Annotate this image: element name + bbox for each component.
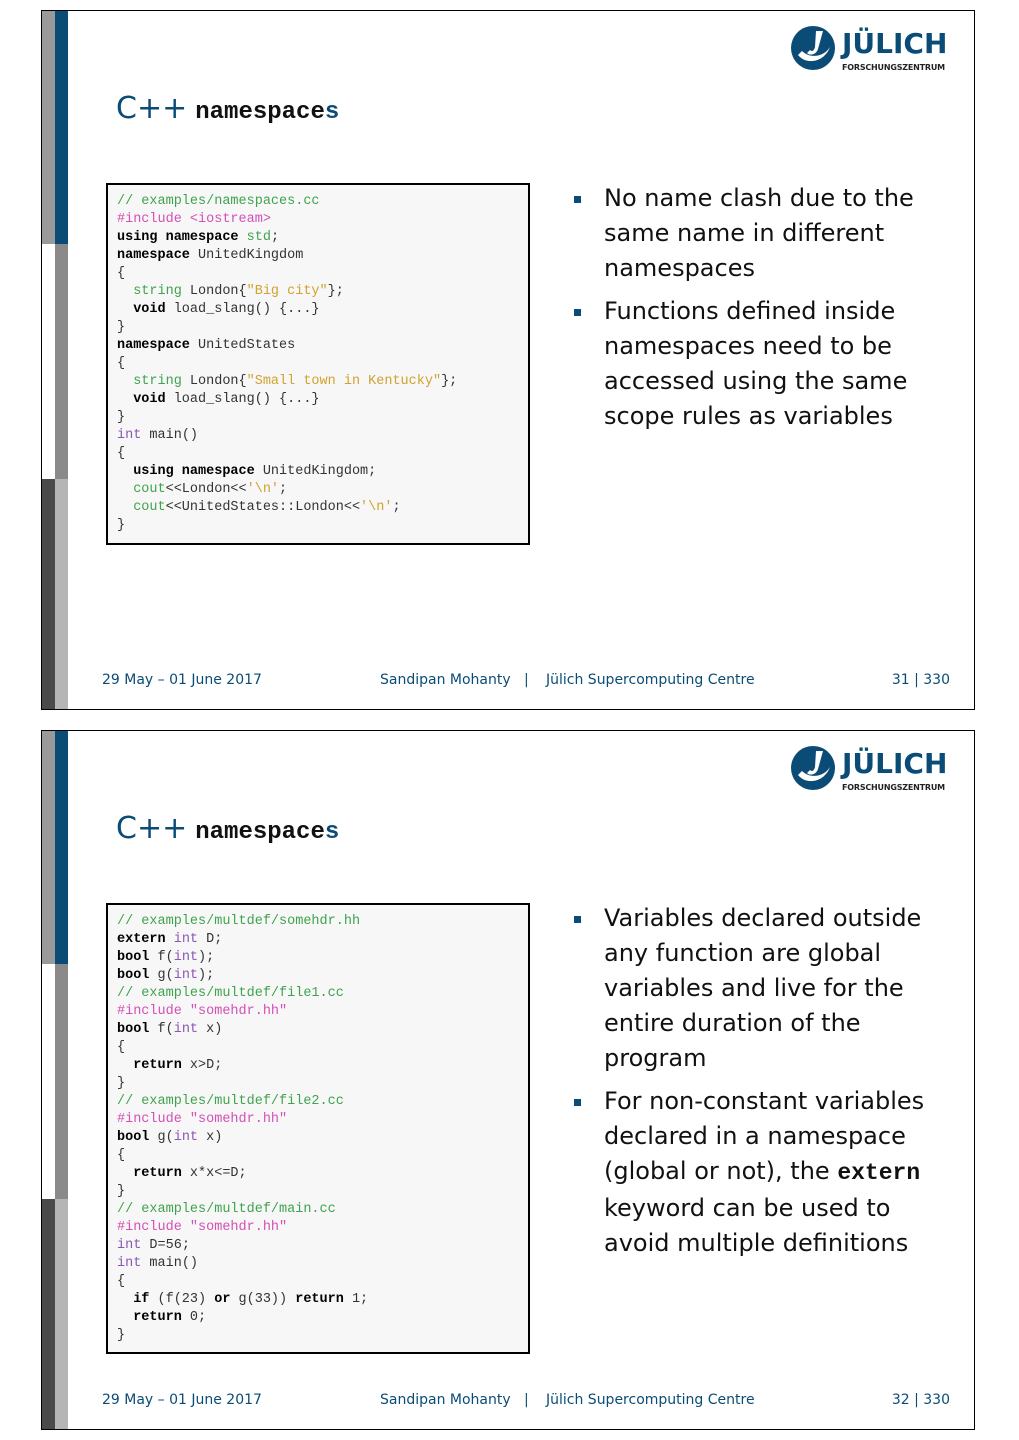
code-token: 0;: [181, 1310, 207, 1325]
code-token: namespace: [117, 248, 190, 263]
code-token: {: [117, 1148, 126, 1163]
code-line: [117, 481, 520, 499]
footer: [102, 1392, 950, 1412]
sidebar-stripe: [55, 11, 68, 244]
code-token: x>D;: [181, 1058, 223, 1073]
juelich-logo: [790, 743, 950, 799]
sidebar-stripe: [55, 244, 68, 479]
code-token: // examples/multdef/somehdr.hh: [117, 914, 361, 929]
footer-separator: |: [524, 672, 529, 688]
code-line: [117, 211, 520, 229]
code-token: {: [117, 446, 126, 461]
code-token: "Small town in Kentucky": [246, 374, 442, 389]
code-line: [117, 1291, 520, 1309]
code-line: [117, 913, 520, 931]
logo-subtitle: FORSCHUNGSZENTRUM: [842, 783, 945, 792]
code-line: [117, 1255, 520, 1273]
code-token: }: [117, 320, 126, 335]
code-token: UnitedKingdom: [189, 248, 304, 263]
code-token: int: [173, 950, 199, 965]
code-line: [117, 1039, 520, 1057]
code-line: [117, 967, 520, 985]
sidebar-stripe: [42, 1199, 55, 1430]
code-token: int: [117, 1256, 142, 1271]
code-line: [117, 301, 520, 319]
code-line: [117, 427, 520, 445]
code-token: {: [117, 1274, 126, 1289]
code-token: [117, 374, 133, 389]
sidebar-stripe: [42, 731, 55, 964]
code-token: // examples/multdef/file1.cc: [117, 986, 344, 1001]
code-token: bool: [117, 1022, 150, 1037]
code-token: );: [198, 968, 215, 983]
code-token: cout: [133, 482, 166, 497]
code-token: };: [441, 374, 458, 389]
code-token: f(: [149, 950, 174, 965]
code-line: [117, 373, 520, 391]
code-line: [117, 337, 520, 355]
code-token: x): [198, 1130, 223, 1145]
code-line: [117, 391, 520, 409]
logo-wordmark: JÜLICH: [842, 747, 948, 780]
code-line: [117, 1075, 520, 1093]
code-line: [117, 1201, 520, 1219]
code-token: [117, 302, 133, 317]
code-line: [117, 517, 520, 535]
bullet-text: keyword can be used to avoid multiple definitions: [604, 1194, 909, 1257]
code-line: [117, 1057, 520, 1075]
code-line: [117, 1327, 520, 1345]
code-line: [117, 1093, 520, 1111]
code-token: ;: [270, 230, 280, 245]
code-token: {: [117, 1040, 126, 1055]
code-token: int: [173, 968, 199, 983]
sidebar-stripe: [55, 1199, 68, 1430]
code-line: [117, 283, 520, 301]
code-token: bool: [117, 950, 150, 965]
bullet-square-icon: [574, 916, 581, 923]
juelich-logo: [790, 23, 950, 79]
code-token: [117, 1292, 133, 1307]
code-token: }: [117, 518, 126, 533]
footer-institution: Jülich Supercomputing Centre: [546, 1392, 755, 1408]
code-token: '\n': [360, 500, 393, 515]
code-line: [117, 985, 520, 1003]
code-token: int: [173, 1130, 199, 1145]
code-token: int: [117, 428, 142, 443]
code-token: #include "somehdr.hh": [117, 1004, 288, 1019]
code-line: [117, 193, 520, 211]
footer: [102, 672, 950, 692]
code-token: int: [173, 932, 199, 947]
bullet-item: [572, 901, 952, 1076]
sidebar-stripe: [42, 11, 55, 244]
code-token: #include <iostream>: [117, 212, 271, 227]
code-token: UnitedKingdom;: [254, 464, 377, 479]
code-token: [117, 1058, 133, 1073]
code-token: D;: [198, 932, 223, 947]
code-token: return: [133, 1310, 182, 1325]
code-line: [117, 1147, 520, 1165]
code-token: <<London<<: [165, 482, 247, 497]
code-token: [117, 392, 133, 407]
code-token: using namespace: [133, 464, 255, 479]
code-token: [117, 284, 133, 299]
code-token: return: [133, 1166, 182, 1181]
code-token: extern: [117, 932, 166, 947]
code-token: x): [198, 1022, 223, 1037]
bullet-item: [572, 1084, 952, 1261]
code-token: {: [117, 356, 126, 371]
sidebar-stripe: [42, 964, 55, 1199]
code-line: [117, 463, 520, 481]
code-token: 1;: [343, 1292, 369, 1307]
code-token: std: [246, 230, 271, 245]
code-token: g(: [149, 1130, 174, 1145]
code-token: bool: [117, 1130, 150, 1145]
code-line: [117, 499, 520, 517]
code-token: UnitedStates: [189, 338, 296, 353]
code-token: [166, 932, 174, 947]
code-token: cout: [133, 500, 166, 515]
bullet-list: [572, 181, 952, 442]
code-token: string: [133, 284, 182, 299]
footer-page-number: 31 | 330: [891, 672, 950, 688]
code-token: load_slang() {...}: [165, 392, 320, 407]
code-line: [117, 1111, 520, 1129]
bullet-square-icon: [574, 196, 581, 203]
code-token: x*x<=D;: [181, 1166, 247, 1181]
juelich-logo-icon: [790, 25, 836, 71]
code-token: [117, 1310, 133, 1325]
code-token: void: [133, 302, 166, 317]
code-token: };: [327, 284, 344, 299]
code-listing: [106, 903, 530, 1354]
code-line: [117, 1237, 520, 1255]
slide-title: [116, 91, 339, 126]
footer-separator: |: [524, 1392, 529, 1408]
code-line: [117, 1003, 520, 1021]
code-line: [117, 949, 520, 967]
code-token: [117, 500, 133, 515]
title-text: C++: [116, 811, 188, 846]
code-token: // examples/namespaces.cc: [117, 194, 320, 209]
juelich-logo-icon: [790, 745, 836, 791]
code-token: [117, 1166, 133, 1181]
bullet-square-icon: [574, 1099, 581, 1106]
code-line: [117, 1309, 520, 1327]
bullet-inline-code: extern: [837, 1160, 921, 1186]
code-token: D=56;: [141, 1238, 190, 1253]
title-text: C++: [116, 91, 188, 126]
code-line: [117, 265, 520, 283]
code-token: "Big city": [246, 284, 328, 299]
code-line: [117, 229, 520, 247]
sidebar-stripe: [55, 731, 68, 964]
code-line: [117, 355, 520, 373]
code-token: using namespace: [117, 230, 239, 245]
code-token: return: [295, 1292, 344, 1307]
code-line: [117, 1219, 520, 1237]
code-token: or: [214, 1292, 231, 1307]
footer-author: Sandipan Mohanty: [380, 672, 511, 688]
code-token: #include "somehdr.hh": [117, 1112, 288, 1127]
title-code: namespace: [195, 819, 325, 846]
code-token: load_slang() {...}: [165, 302, 320, 317]
code-token: int: [173, 1022, 199, 1037]
code-token: {: [117, 266, 126, 281]
code-token: g(: [149, 968, 174, 983]
bullet-list: [572, 901, 952, 1269]
bullet-item: [572, 294, 952, 434]
code-line: [117, 931, 520, 949]
code-token: f(: [149, 1022, 174, 1037]
code-token: );: [198, 950, 215, 965]
slide-title: [116, 811, 339, 846]
code-line: [117, 1165, 520, 1183]
footer-author: Sandipan Mohanty: [380, 1392, 511, 1408]
code-token: [117, 464, 133, 479]
code-line: [117, 445, 520, 463]
code-token: '\n': [246, 482, 280, 497]
footer-institution: Jülich Supercomputing Centre: [546, 672, 755, 688]
bullet-square-icon: [574, 309, 581, 316]
logo-subtitle: FORSCHUNGSZENTRUM: [842, 63, 945, 72]
code-token: namespace: [117, 338, 190, 353]
code-line: [117, 1129, 520, 1147]
code-token: }: [117, 1184, 126, 1199]
sidebar-stripe: [42, 479, 55, 710]
code-token: // examples/multdef/main.cc: [117, 1202, 336, 1217]
sidebar-stripe: [55, 479, 68, 710]
bullet-item: [572, 181, 952, 286]
code-listing: [106, 183, 530, 545]
code-token: main(): [141, 428, 199, 443]
code-token: #include "somehdr.hh": [117, 1220, 288, 1235]
code-line: [117, 1183, 520, 1201]
code-token: ;: [392, 500, 401, 515]
sidebar-stripe: [42, 244, 55, 479]
footer-date: 29 May – 01 June 2017: [102, 672, 262, 688]
code-token: [239, 230, 247, 245]
code-token: (f(23): [149, 1292, 215, 1307]
code-token: if: [133, 1292, 150, 1307]
code-token: bool: [117, 968, 150, 983]
code-token: return: [133, 1058, 182, 1073]
code-token: <<UnitedStates::London<<: [165, 500, 361, 515]
code-token: }: [117, 1328, 126, 1343]
code-token: void: [133, 392, 166, 407]
title-code: namespace: [195, 99, 325, 126]
slide-31: [41, 10, 975, 710]
code-line: [117, 409, 520, 427]
title-suffix: s: [324, 99, 340, 126]
footer-date: 29 May – 01 June 2017: [102, 1392, 262, 1408]
code-line: [117, 319, 520, 337]
logo-wordmark: JÜLICH: [842, 27, 948, 60]
sidebar-stripe: [55, 964, 68, 1199]
bullet-text: No name clash due to the same name in different namespaces: [604, 184, 914, 282]
slide-32: [41, 730, 975, 1430]
code-token: string: [133, 374, 182, 389]
code-token: }: [117, 1076, 126, 1091]
code-token: ;: [279, 482, 288, 497]
code-token: g(33)): [230, 1292, 296, 1307]
code-token: // examples/multdef/file2.cc: [117, 1094, 344, 1109]
code-token: [117, 482, 133, 497]
code-token: main(): [141, 1256, 199, 1271]
code-line: [117, 247, 520, 265]
bullet-text: Functions defined inside namespaces need to be accessed using the same scope rules as variables: [604, 297, 908, 430]
code-token: int: [117, 1238, 142, 1253]
bullet-text: For non-constant variables declared in a namespace (global or not), the: [604, 1087, 925, 1185]
code-line: [117, 1273, 520, 1291]
code-token: London{: [181, 284, 247, 299]
code-token: }: [117, 410, 126, 425]
code-line: [117, 1021, 520, 1039]
title-suffix: s: [324, 819, 340, 846]
bullet-text: Variables declared outside any function are global variables and live for the entire duration of the program: [604, 904, 922, 1072]
code-token: London{: [181, 374, 247, 389]
footer-page-number: 32 | 330: [891, 1392, 950, 1408]
